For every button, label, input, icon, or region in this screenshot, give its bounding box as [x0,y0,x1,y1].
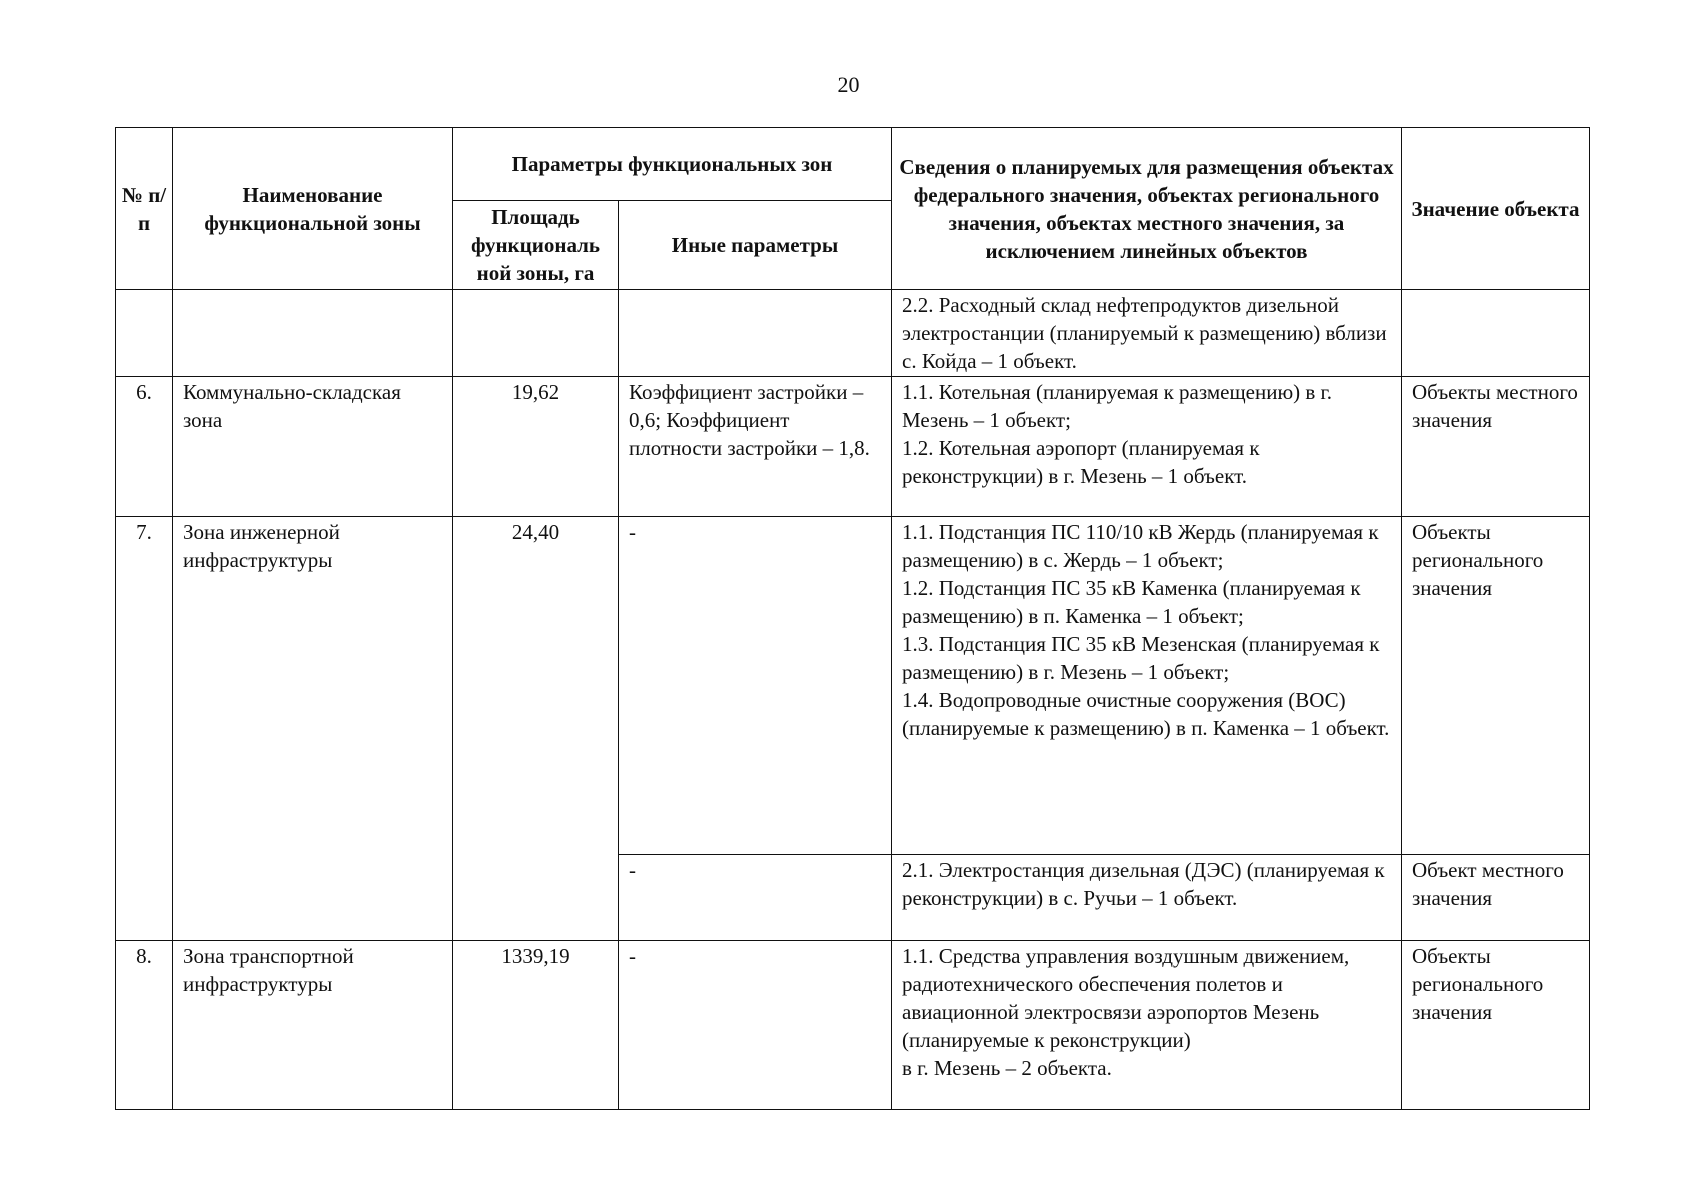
table-row-7a [116,517,1590,855]
cell-other-params: - [619,855,892,941]
header-area: Площадь функциональ ной зоны, га [453,201,619,290]
cell-area: 24,40 [453,517,619,941]
cell-significance: Объект местного значения [1402,855,1590,941]
cell-other-params: Коэффициент застройки – 0,6; Коэффициент плотности застройки – 1,8. [619,377,892,517]
header-objects-info: Сведения о планируемых для размещения объектах федерального значения, объектах регионального значения, объектах местного значения, за исключением линейных объектов [892,128,1402,290]
table-row-8 [116,941,1590,1110]
cell-objects: 2.2. Расходный склад нефтепродуктов дизельной электростанции (планируемый к размещению) вблизи с. Койда – 1 объект. [892,290,1402,377]
cell-zone-name: Зона транспортной инфраструктуры [173,941,453,1110]
cell-num: 6. [116,377,173,517]
page-number: 20 [837,72,860,97]
cell-area: 19,62 [453,377,619,517]
cell-zone-name: Коммунально-складская зона [173,377,453,517]
table-row-continuation [116,290,1590,377]
cell-num-empty [116,290,173,377]
cell-significance: Объекты регионального значения [1402,517,1590,855]
cell-area: 1339,19 [453,941,619,1110]
cell-significance: Объекты регионального значения [1402,941,1590,1110]
cell-name-empty [173,290,453,377]
cell-num: 8. [116,941,173,1110]
header-params-group: Параметры функциональных зон [453,128,892,201]
header-row-1 [116,128,1590,201]
header-significance: Значение объекта [1402,128,1590,290]
cell-other-params: - [619,517,892,855]
cell-other-params: - [619,941,892,1110]
cell-objects: 1.1. Подстанция ПС 110/10 кВ Жердь (планируемая к размещению) в с. Жердь – 1 объект; 1.2. Подстанция ПС 35 кВ Каменка (планируемая к размещению) в п. Каменка – 1 объект; 1.3. Подстанция ПС 35 кВ Мезенская (планируемая к размещению) в г. Мезень – 1 объект; 1.4. Водопроводные очистные сооружения (ВОС) (планируемые к размещению) в п. Каменка – 1 объект. [892,517,1402,855]
cell-objects: 1.1. Средства управления воздушным движением, радиотехнического обеспечения полетов и авиационной электросвязи аэропортов Мезень (планируемые к реконструкции) в г. Мезень – 2 объекта. [892,941,1402,1110]
cell-zone-name: Зона инженерной инфраструктуры [173,517,453,941]
cell-objects: 2.1. Электростанция дизельная (ДЭС) (планируемая к реконструкции) в с. Ручьи – 1 объект. [892,855,1402,941]
cell-significance-empty [1402,290,1590,377]
table-row-6 [116,377,1590,517]
cell-significance: Объекты местного значения [1402,377,1590,517]
header-other-params: Иные параметры [619,201,892,290]
functional-zones-table [115,127,1590,1110]
header-num: № п/п [116,128,173,290]
cell-objects: 1.1. Котельная (планируемая к размещению) в г. Мезень – 1 объект; 1.2. Котельная аэропорт (планируемая к реконструкции) в г. Мезень – 1 объект. [892,377,1402,517]
header-zone-name: Наименование функциональной зоны [173,128,453,290]
cell-num: 7. [116,517,173,941]
cell-area-empty [453,290,619,377]
cell-other-empty [619,290,892,377]
